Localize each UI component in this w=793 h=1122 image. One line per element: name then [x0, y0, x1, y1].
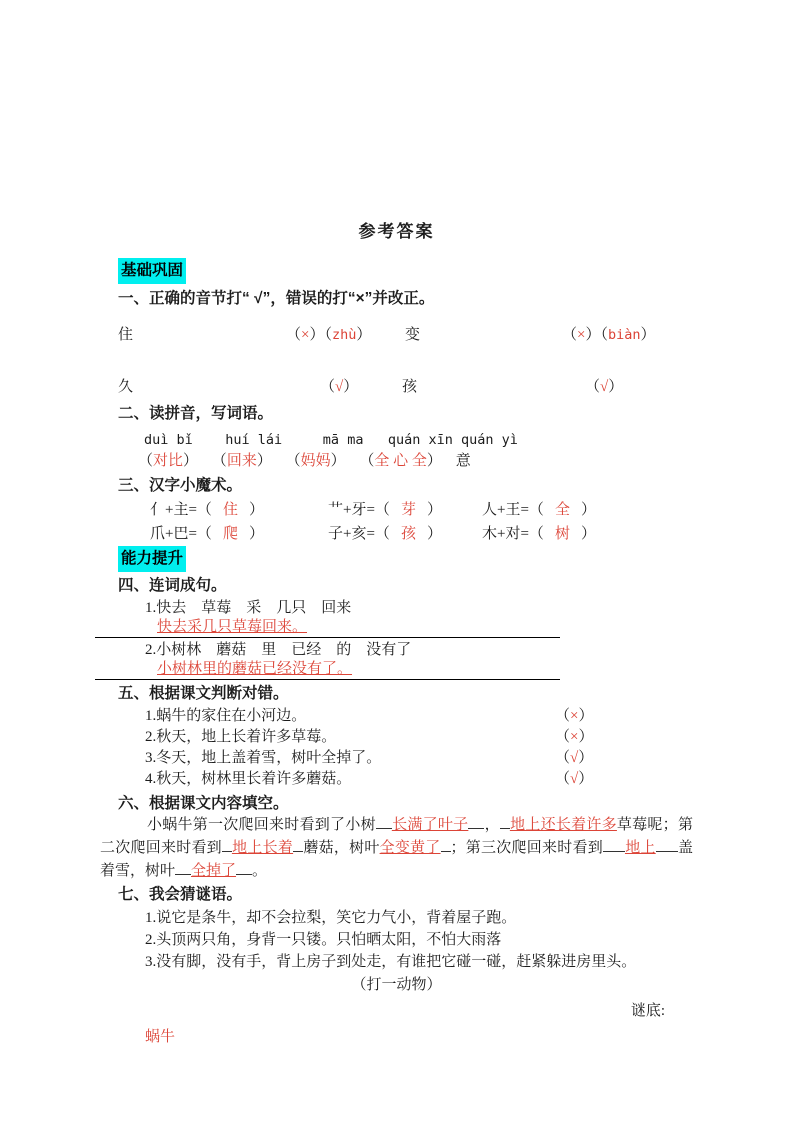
cross-mark: × [570, 729, 579, 745]
blank-line [175, 860, 191, 875]
q5-mark-1: （×） [555, 708, 594, 724]
q5-mark-2: （×） [555, 729, 594, 745]
q3-header: 三、汉字小魔术。 [118, 477, 243, 494]
q7-riddle-3: 3.没有脚，没有手，背上房子到处走，有谁把它碰一碰，赶紧躲进房里头。 [145, 954, 637, 970]
q6-header: 六、根据课文内容填空。 [118, 795, 289, 812]
q3-item-3: 人+王=（ 全 ） [482, 502, 596, 518]
q2-tail: 意 [455, 453, 471, 469]
q7-riddle-1: 1.说它是条牛，却不会拉梨，笑它力气小，背着屋子跑。 [145, 910, 517, 926]
blank-line [603, 837, 625, 852]
blank-line [656, 837, 678, 852]
q6-fill-6: 全掉了 [191, 863, 237, 879]
q5-item-3: 3.冬天，地上盖着雪，树叶全掉了。 （√） [145, 748, 693, 769]
q2-header: 二、读拼音，写词语。 [118, 405, 274, 422]
blank-line [376, 814, 392, 829]
q3-item-5: 子+亥=（ 孩 ） [328, 526, 442, 542]
q5-header: 五、根据课文判断对错。 [118, 685, 289, 702]
section-badge-basic: 基础巩固 [118, 258, 186, 284]
page-content [0, 258, 793, 1049]
blank-line [293, 837, 303, 852]
q7-answer: 蜗牛 [145, 1029, 176, 1045]
cross-mark: × [301, 327, 310, 343]
q3-item-2: 艹+牙=（ 芽 ） [328, 502, 442, 518]
page-title: 参考答案 [358, 222, 435, 241]
q5-mark-4: （√） [555, 771, 594, 787]
q1-mark-bian: （×）（biàn） [562, 327, 656, 343]
q7-riddle-2: 2.头顶两只角，身背一只镂。只怕晒太阳，不怕大雨落 [145, 932, 502, 948]
q6-fill-3: 地上长着 [231, 840, 294, 856]
q4-answer-2: 小树林里的蘑菇已经没有了。 [157, 661, 353, 677]
q6-fill-5: 地上 [624, 840, 656, 856]
q3-item-1: 亻+主=（ 住 ） [150, 502, 264, 518]
q5-item-4: 4.秋天，树林里长着许多蘑菇。 （√） [145, 769, 693, 790]
q7-header: 七、我会猜谜语。 [118, 886, 243, 903]
q6-fill-2: 地上还长着许多 [509, 817, 617, 833]
q1-mark-zhu: （×）（zhù） [286, 327, 372, 343]
q1-row-1 [100, 323, 693, 347]
blank-line [500, 814, 510, 829]
q2-answer-3: （妈妈） [285, 453, 346, 469]
q1-header: 一、正确的音节打“ √”，错误的打“×”并改正。 [118, 290, 435, 307]
check-mark: √ [335, 379, 344, 395]
q4-answer-line-2 [95, 660, 560, 680]
cross-mark: × [577, 327, 586, 343]
q4-answer-1: 快去采几只草莓回来。 [157, 619, 308, 635]
section-basic [118, 258, 693, 284]
q4-words-1: 1.快去 草莓 采 几只 回来 [145, 600, 352, 616]
check-mark: √ [570, 750, 579, 766]
q1-char-bian: 变 [405, 327, 421, 343]
q3-item-6: 木+对=（ 树 ） [482, 526, 596, 542]
q1-correction-bian: biàn [608, 327, 641, 343]
q3-row-1 [100, 498, 693, 522]
cross-mark: × [570, 708, 579, 724]
q1-correction-zhu: zhù [332, 327, 357, 343]
q2-pinyin: duì bǐ huí lái mā ma quán xīn quán yì [144, 432, 518, 448]
q3-item-4: 爪+巴=（ 爬 ） [150, 526, 264, 542]
q6-paragraph: 小蜗牛第一次爬回来时看到了小树 长满了叶子 ， 地上还长着许多草莓呢；第二次爬回来时看到 地上长着 蘑菇，树叶全变黄了 ；第三次爬回来时看到 地上 盖着雪，树叶 全掉了 。 [100, 814, 693, 883]
q1-char-hai: 孩 [402, 379, 418, 395]
q2-answer-4: （全 心 全） [359, 453, 442, 469]
q1-mark-hai: （√） [585, 379, 624, 395]
q6-fill-1: 长满了叶子 [391, 817, 469, 833]
q7-answer-label: 谜底: [630, 1003, 665, 1019]
q5-item-2: 2.秋天，地上长着许多草莓。 （×） [145, 727, 693, 748]
q4-words-2: 2.小树林 蘑菇 里 已经 的 没有了 [145, 642, 412, 658]
q2-answer-2: （回来） [211, 453, 272, 469]
q4-header: 四、连词成句。 [118, 577, 227, 594]
check-mark: √ [570, 771, 579, 787]
q7-note: （打一动物） [351, 977, 442, 993]
q5-mark-3: （√） [555, 750, 594, 766]
q4-answer-line-1 [95, 618, 560, 638]
q3-row-2 [100, 522, 693, 546]
q1-char-jiu: 久 [118, 379, 134, 395]
q1-mark-jiu: （√） [320, 379, 359, 395]
blank-line [441, 837, 451, 852]
q6-fill-4: 全变黄了 [379, 840, 441, 856]
q1-char-zhu: 住 [118, 327, 134, 343]
blank-line [236, 860, 252, 875]
q2-answer-1: （对比） [138, 453, 199, 469]
q2-answers [138, 450, 693, 472]
blank-line [222, 837, 232, 852]
check-mark: √ [600, 379, 609, 395]
section-advance [118, 546, 693, 572]
section-badge-advance: 能力提升 [118, 546, 186, 572]
q5-item-1: 1.蜗牛的家住在小河边。 （×） [145, 706, 693, 727]
blank-line [468, 814, 484, 829]
q1-row-2 [100, 375, 693, 399]
